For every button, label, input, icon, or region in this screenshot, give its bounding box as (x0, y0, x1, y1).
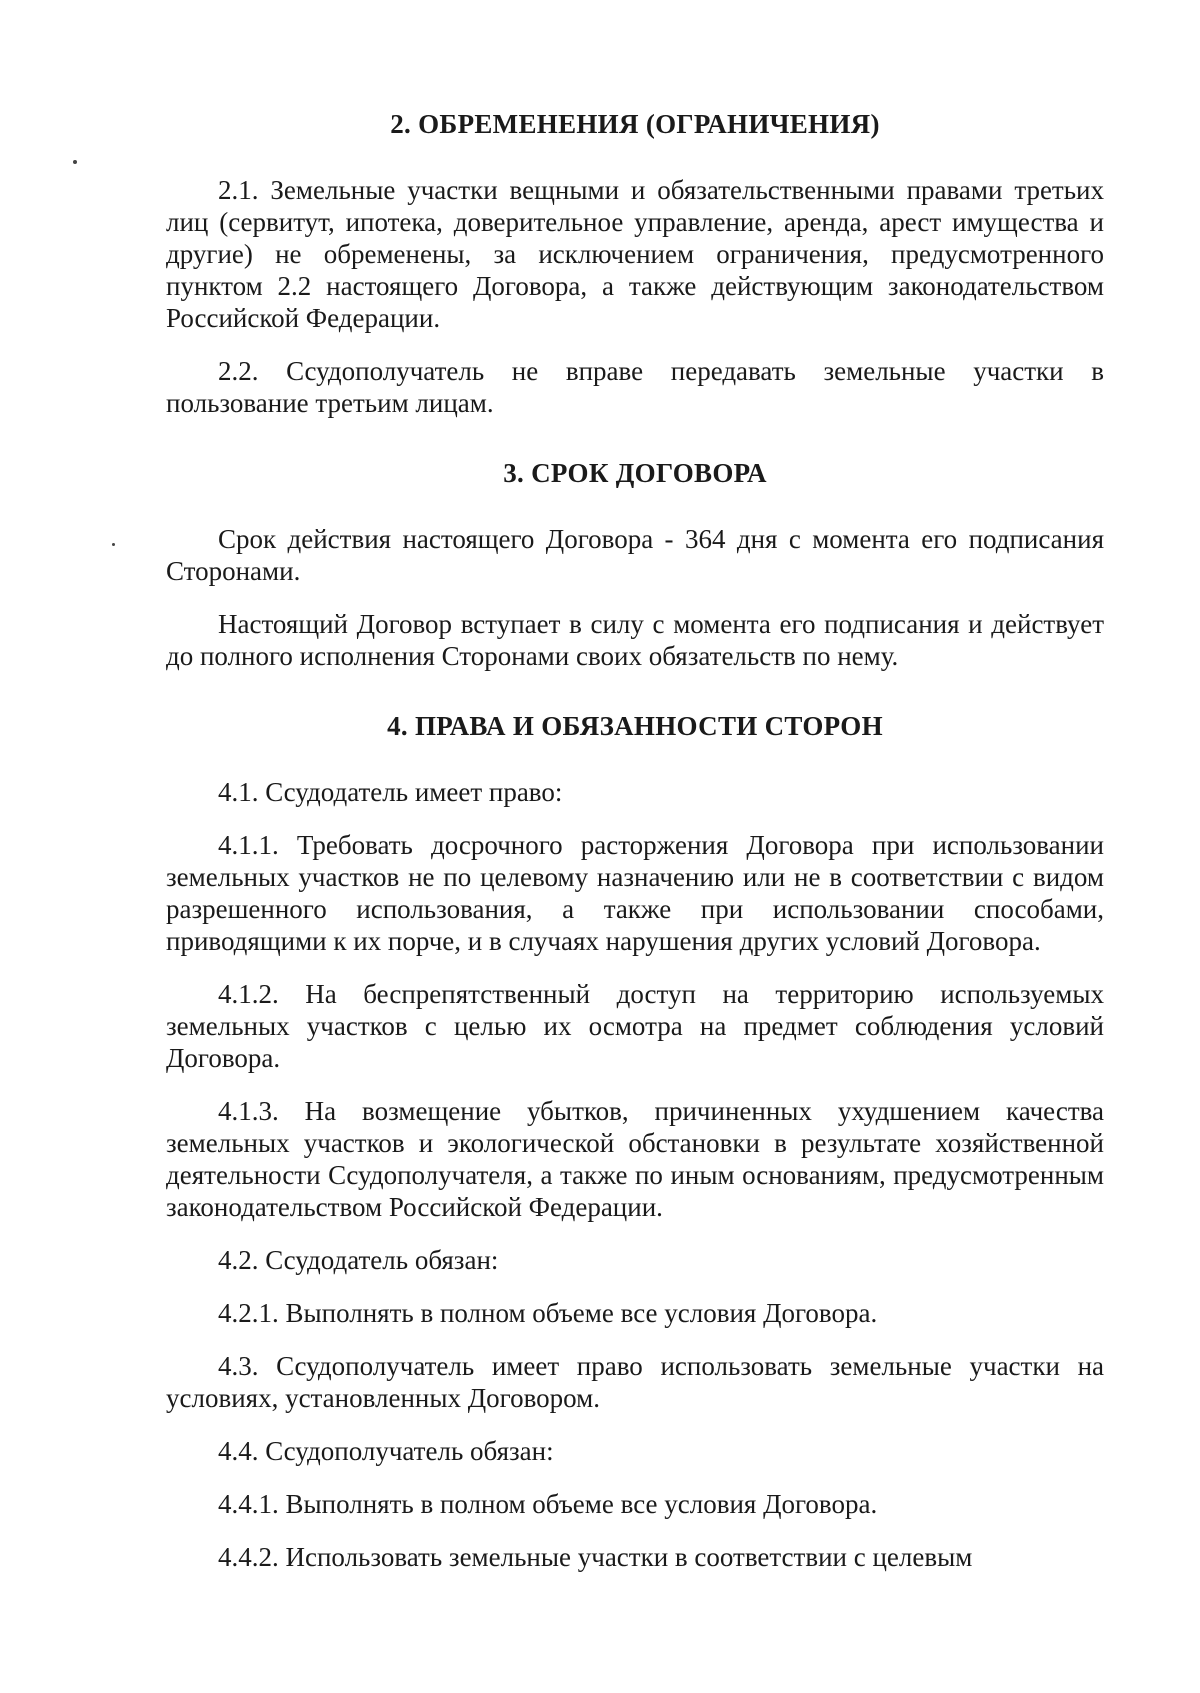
paragraph-4-4: 4.4. Ссудополучатель обязан: (218, 1436, 554, 1466)
section-title-srok-dogovora: 3. СРОК ДОГОВОРА (503, 458, 767, 488)
paragraph-4-1: 4.1. Ссудодатель имеет право: (218, 777, 563, 807)
paragraph-4-4-2: 4.4.2. Использовать земельные участки в соответствии с целевым (218, 1542, 973, 1572)
paragraph-4-2-1: 4.2.1. Выполнять в полном объеме все условия Договора. (218, 1298, 878, 1328)
paragraph-4-3: 4.3. Ссудополучатель имеет право использовать земельные участки на условиях, установленных Договором. (166, 1351, 1104, 1413)
paragraph-3-term: Срок действия настоящего Договора - 364 дня с момента его подписания Сторонами. (166, 524, 1104, 586)
scan-speck (112, 543, 115, 546)
paragraph-4-2: 4.2. Ссудодатель обязан: (218, 1245, 499, 1275)
document-page (166, 108, 1104, 1573)
paragraph-4-4-1: 4.4.1. Выполнять в полном объеме все условия Договора. (218, 1489, 878, 1519)
paragraph-2-1: 2.1. Земельные участки вещными и обязательственными правами третьих лиц (сервитут, ипотека, доверительное управление, аренда, арест имущества и другие) не обременены, за исключением ограничения, предусмотренного пунктом 2.2 настоящего Договора, а также действующим законодательством Российской Федерации. (166, 175, 1104, 333)
paragraph-4-1-2: 4.1.2. На беспрепятственный доступ на территорию используемых земельных участков с целью их осмотра на предмет соблюдения условий Договора. (166, 979, 1104, 1073)
paragraph-3-effect: Настоящий Договор вступает в силу с момента его подписания и действует до полного исполнения Сторонами своих обязательств по нему. (166, 609, 1104, 671)
paragraph-4-1-1: 4.1.1. Требовать досрочного расторжения Договора при использовании земельных участков не по целевому назначению или не в соответствии с видом разрешенного использования, а также при использовании способами, приводящими к их порче, и в случаях нарушения других условий Договора. (166, 830, 1104, 956)
scan-speck (73, 160, 77, 164)
paragraph-2-2: 2.2. Ссудополучатель не вправе передавать земельные участки в пользование третьим лицам. (166, 356, 1104, 418)
paragraph-4-1-3: 4.1.3. На возмещение убытков, причиненных ухудшением качества земельных участков и экологической обстановки в результате хозяйственной деятельности Ссудополучателя, а также по иным основаниям, предусмотренным законодательством Российской Федерации. (166, 1096, 1104, 1222)
section-title-obremeneniya: 2. ОБРЕМЕНЕНИЯ (ОГРАНИЧЕНИЯ) (390, 109, 880, 139)
section-title-prava-obyazannosti: 4. ПРАВА И ОБЯЗАННОСТИ СТОРОН (387, 711, 883, 741)
